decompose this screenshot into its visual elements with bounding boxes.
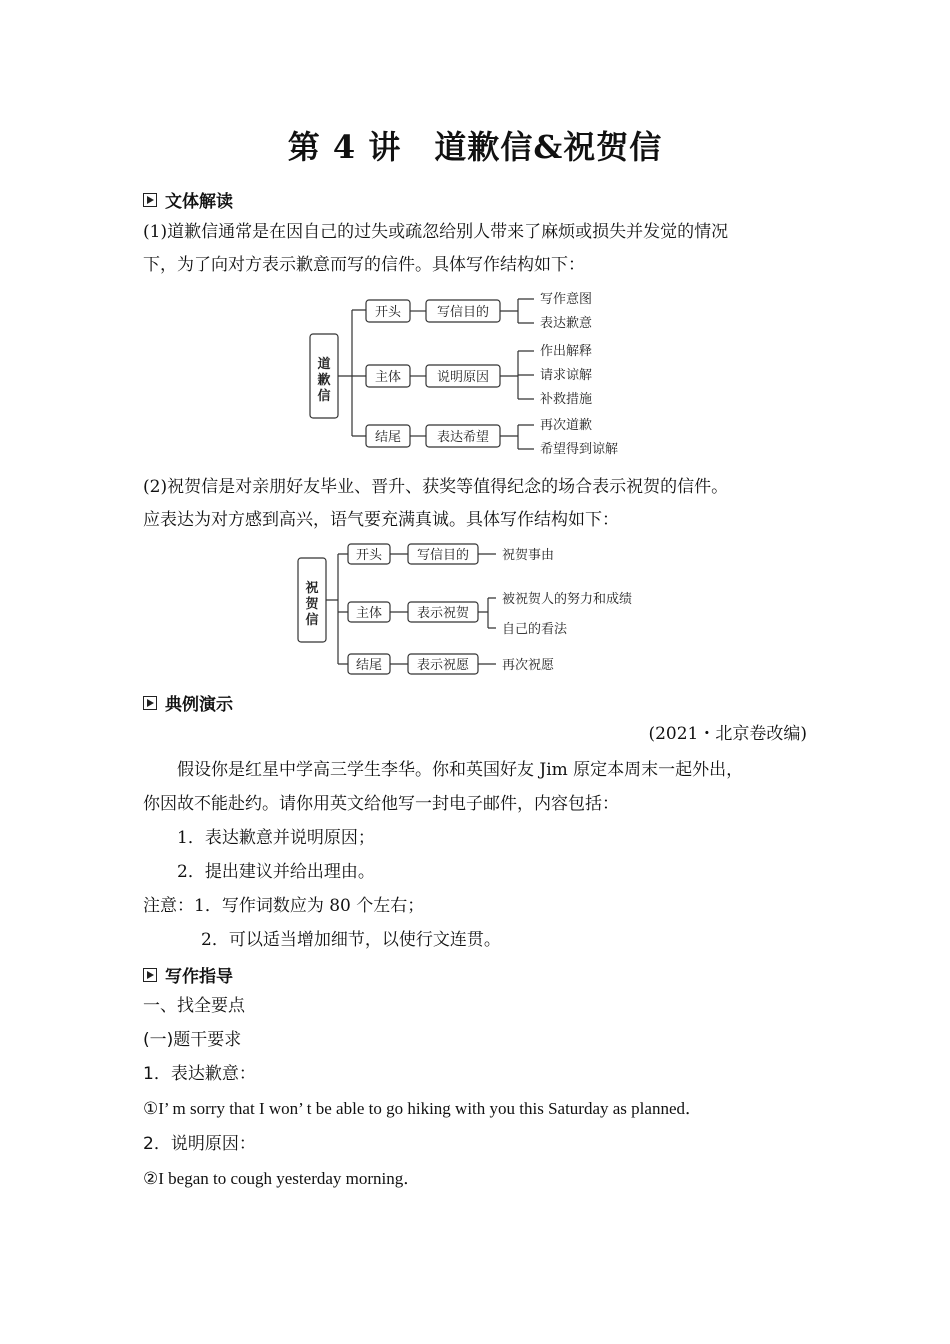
section-heading-example	[143, 690, 233, 715]
diagram-part-label: 主体	[355, 606, 383, 621]
diagram-item-label: 被祝贺人的努力和成绩	[502, 592, 633, 607]
section-heading-guide	[143, 962, 233, 987]
play-icon	[143, 696, 157, 710]
intro-paragraph-2-line-2: 应表达为对方感到高兴，语气要充满真诚。具体写作结构如下：	[143, 510, 619, 530]
diagram-content-label: 说明原因	[436, 370, 490, 385]
diagram-item-label: 再次祝愿	[502, 658, 555, 673]
diagram-content-label: 写信目的	[416, 548, 470, 563]
guide-sentence-1: ①I’ m sorry that I won’ t be able to go hiking with you this Saturday as planned．	[143, 1099, 702, 1118]
example-source: (2021・北京卷改编)	[648, 724, 807, 744]
diagram-part-label: 开头	[355, 548, 383, 563]
diagram-root-label: 祝	[305, 581, 319, 596]
play-icon	[143, 968, 157, 982]
diagram-item-label: 写作意图	[540, 292, 593, 307]
diagram-item-label: 作出解释	[540, 344, 593, 359]
section-label: 写作指导	[165, 967, 233, 987]
example-line-1: 假设你是红星中学高三学生李华。你和英国好友 Jim 原定本周末一起外出，	[177, 760, 744, 780]
apology-letter-structure-diagram	[300, 290, 640, 462]
example-requirement-1: 1．表达歉意并说明原因；	[177, 828, 375, 848]
guide-sentence-2: ②I began to cough yesterday morning．	[143, 1169, 421, 1188]
diagram-root-label: 信	[317, 389, 331, 404]
diagram-item-label: 再次道歉	[540, 418, 593, 433]
diagram-content-label: 表达希望	[436, 430, 490, 445]
diagram-root-label: 信	[305, 613, 319, 628]
diagram-root-label: 歉	[317, 373, 331, 388]
example-requirement-2: 2．提出建议并给出理由。	[177, 862, 375, 882]
section-label: 典例演示	[165, 695, 233, 715]
section-heading-style	[143, 187, 233, 212]
diagram-item-label: 自己的看法	[502, 622, 568, 637]
congratulation-letter-structure-diagram	[290, 540, 670, 678]
diagram-root-label: 道	[317, 357, 331, 372]
guide-heading-1: 一、找全要点	[143, 996, 245, 1016]
intro-paragraph-1-line-1: (1)道歉信通常是在因自己的过失或疏忽给别人带来了麻烦或损失并发觉的情况	[143, 222, 729, 242]
diagram-part-label: 结尾	[374, 430, 402, 445]
diagram-item-label: 请求谅解	[540, 368, 593, 383]
example-line-2: 你因故不能赴约。请你用英文给他写一封电子邮件，内容包括：	[143, 794, 619, 814]
page-title: 第 4 讲 道歉信&祝贺信	[287, 128, 663, 166]
play-icon	[143, 193, 157, 207]
diagram-item-label: 祝贺事由	[502, 548, 555, 563]
guide-item-2: 2．说明原因：	[143, 1134, 256, 1154]
diagram-root-label: 贺	[305, 597, 319, 612]
guide-item-1: 1．表达歉意：	[143, 1064, 256, 1084]
guide-heading-2: (一)题干要求	[143, 1030, 242, 1050]
intro-paragraph-1-line-2: 下，为了向对方表示歉意而写的信件。具体写作结构如下：	[143, 255, 585, 275]
diagram-item-label: 表达歉意	[540, 316, 593, 331]
example-note-1: 注意：1．写作词数应为 80 个左右；	[143, 896, 425, 916]
diagram-item-label: 希望得到谅解	[540, 442, 619, 457]
example-note-2: 2．可以适当增加细节，以使行文连贯。	[201, 930, 501, 950]
diagram-part-label: 结尾	[355, 658, 383, 673]
diagram-content-label: 表示祝愿	[416, 658, 470, 673]
diagram-part-label: 主体	[374, 370, 402, 385]
intro-paragraph-2-line-1: (2)祝贺信是对亲朋好友毕业、晋升、获奖等值得纪念的场合表示祝贺的信件。	[143, 477, 729, 497]
diagram-item-label: 补救措施	[540, 392, 593, 407]
diagram-content-label: 表示祝贺	[416, 606, 470, 621]
diagram-part-label: 开头	[374, 305, 402, 320]
section-label: 文体解读	[165, 192, 233, 212]
diagram-content-label: 写信目的	[436, 305, 490, 320]
